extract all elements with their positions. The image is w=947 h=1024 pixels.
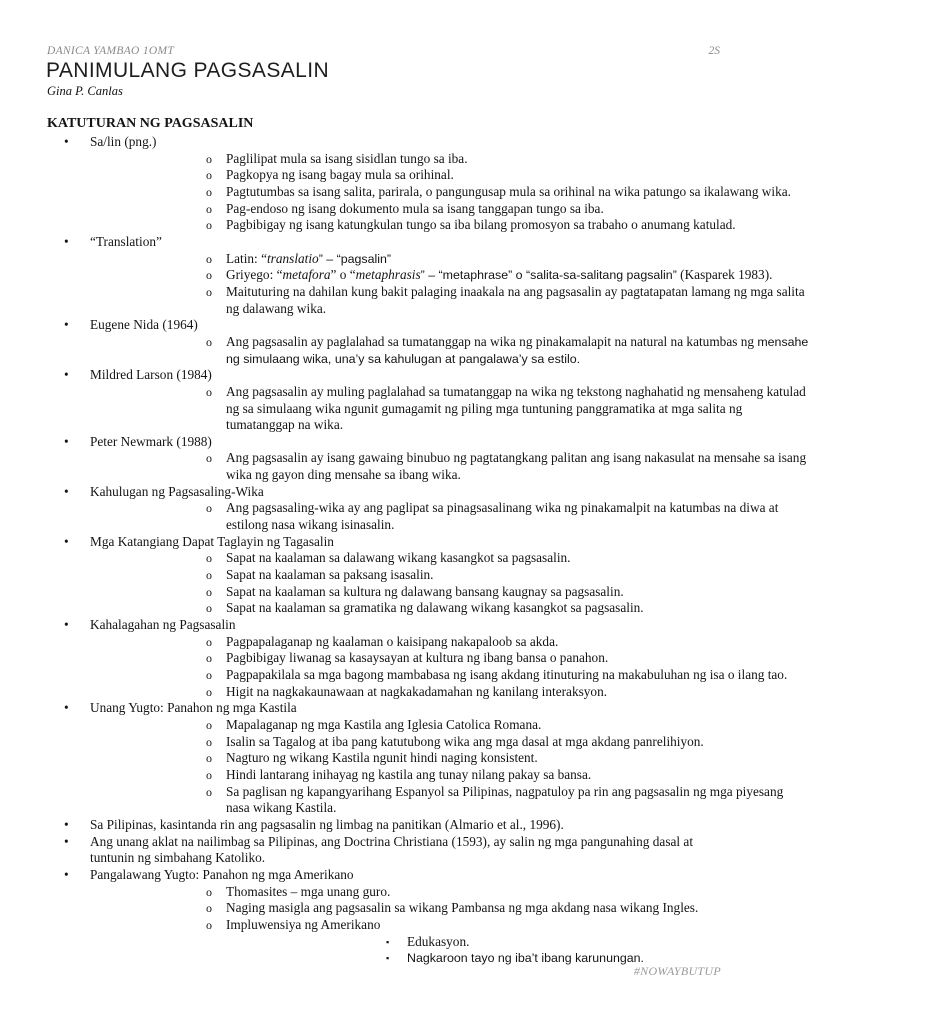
- bullet-marker: •: [64, 483, 69, 499]
- bullet-marker: •: [64, 617, 69, 633]
- sub-item: [90, 384, 810, 434]
- text-segment: ” – “metaphrase” o “salita-sa-salitang pagsalin”: [420, 268, 677, 283]
- sub-item: [90, 167, 810, 184]
- item-text: Unang Yugto: Panahon ng mga Kastila: [90, 700, 297, 716]
- sub-marker: o: [206, 451, 212, 466]
- list-item-pangalawang-yugto: [0, 867, 720, 967]
- sub-item: [90, 784, 810, 817]
- header-author-class: DANICA YAMBAO 1OMT: [47, 45, 175, 57]
- sub-item: [90, 184, 810, 201]
- sub-item: [90, 684, 810, 701]
- bullet-marker: •: [64, 317, 69, 333]
- subsub-item: [226, 934, 947, 951]
- italic-term: translatio: [266, 250, 319, 266]
- footer-hashtag: #NOWAYBUTUP: [633, 964, 721, 978]
- bullet-marker: •: [64, 433, 69, 449]
- item-text: Sa Pilipinas, kasintanda rin ang pagsasalin ng limbag na panitikan (Almario et al., 1996).: [90, 816, 564, 832]
- bullet-marker: •: [64, 233, 69, 249]
- sub-item: [90, 767, 810, 784]
- square-marker: ▪: [386, 953, 390, 964]
- sub-item: [90, 900, 810, 917]
- list-item-kahulugan: [0, 483, 779, 534]
- sub-item-text: Sapat na kaalaman sa gramatika ng dalawang wikang kasangkot sa pagsasalin.: [226, 600, 644, 616]
- sub-item: [90, 917, 810, 967]
- sub-marker: o: [206, 668, 212, 682]
- sub-item-text: Impluwensiya ng Amerikano: [226, 916, 381, 932]
- sub-marker: o: [206, 501, 212, 516]
- sub-marker: o: [206, 584, 212, 599]
- text-segment: ” o “: [330, 267, 356, 283]
- sub-item: [90, 567, 810, 584]
- sub-item: [90, 151, 810, 168]
- sub-item-text: Nagturo ng wikang Kastila ngunit hindi naging konsistent.: [226, 750, 538, 766]
- sub-item-text: Isalin sa Tagalog at iba pang katutubong wika ang mga dasal at mga akdang panrelihiyon.: [226, 733, 704, 749]
- sub-marker: o: [206, 684, 212, 699]
- sub-item-text: Pagbibigay liwanag sa kasaysayan at kultura ng ibang bansa o panahon.: [226, 650, 609, 666]
- sub-list: [90, 333, 809, 367]
- sub-item-text: Pagtutumbas sa isang salita, parirala, o pangungusap mula sa orihinal na wika patungo sa ikalawang wika.: [226, 183, 791, 199]
- item-text: Ang unang aklat na nailimbag sa Pilipinas, ang Doctrina Christiana (1593), ay salin ng mga pangunahing dasal at tuntunin ng simbahang Katoliko.: [90, 833, 694, 866]
- sub-item: [90, 251, 810, 268]
- list-item-larson: [0, 367, 806, 434]
- sub-marker: o: [206, 568, 212, 583]
- subsub-item-text: Nagkaroon tayo ng iba’t ibang karunungan.: [407, 951, 644, 966]
- item-text: Kahulugan ng Pagsasaling-Wika: [90, 483, 264, 499]
- sub-item-text: Sa paglisan ng kapangyarihang Espanyol sa Pilipinas, nagpatuloy pa rin ang pagsasalin ng mga piyesang nasa wikang Kastila.: [226, 783, 784, 816]
- document-author: Gina P. Canlas: [47, 84, 123, 98]
- sub-item-text: Ang pagsasaling-wika ay ang paglipat sa pinagsasalinang wika ng pinakamalpit na katumbas na diwa at estilong nasa wikang isinasalin.: [226, 500, 779, 533]
- sub-marker: o: [206, 651, 212, 666]
- sub-item: [90, 884, 810, 901]
- sub-marker: o: [206, 551, 212, 566]
- list-item-doctrina: [0, 834, 720, 867]
- sub-item-text: Ang pagsasalin ay muling paglalahad sa tumatanggap na wika ng tekstong naghahatid ng mensaheng katulad ng sa simulaang wika ngunit gumagamit ng piling mga tuntuning panggramatika at mga salita ng tumatanggap na wika.: [226, 383, 806, 433]
- sub-marker: o: [206, 251, 212, 266]
- sub-item: [90, 584, 810, 601]
- sub-marker: o: [206, 334, 212, 349]
- sub-list: [90, 250, 805, 318]
- sub-item-text: Sapat na kaalaman sa kultura ng dalawang bansang kaugnay sa pagsasalin.: [226, 583, 624, 599]
- sub-marker: o: [206, 634, 212, 649]
- sub-item-text: Naging masigla ang pagsasalin sa wikang Pambansa ng mga akdang nasa wikang Ingles.: [226, 900, 699, 916]
- sub-marker: o: [206, 601, 212, 616]
- list-item-katangian: [0, 534, 720, 617]
- item-text: Kahalagahan ng Pagsasalin: [90, 617, 236, 633]
- sub-item: [90, 750, 810, 767]
- sub-list: [90, 716, 784, 817]
- sub-item: [90, 500, 810, 533]
- sub-list: [90, 550, 720, 617]
- sub-item: [90, 667, 810, 684]
- sub-marker: o: [206, 201, 212, 216]
- sub-marker: o: [206, 884, 212, 899]
- sub-item-text: Ang pagsasalin ay isang gawaing binubuo ng pagtatangkang palitan ang isang nakasulat na mensahe sa isang wika ng gayon ding mensahe sa ibang wika.: [226, 450, 807, 483]
- sub-marker: o: [206, 717, 212, 732]
- item-text: Eugene Nida (1964): [90, 317, 198, 333]
- sub-item-text: Pagpapakilala sa mga bagong mambabasa ng isang akdang itinuturing na makabuluhan ng isa o ilang tao.: [226, 667, 788, 682]
- sub-marker: o: [206, 734, 212, 749]
- sub-item: [90, 267, 810, 284]
- sub-item-text: Pagpapalaganap ng kaalaman o kaisipang nakapaloob sa akda.: [226, 633, 559, 649]
- sub-item-text: Pagbibigay ng isang katungkulan tungo sa iba bilang promosyon sa trabaho o anumang katulad.: [226, 217, 736, 233]
- sub-item: [90, 734, 810, 751]
- subsub-list: [226, 934, 810, 967]
- document-body: [0, 134, 809, 967]
- list-item-translation: [0, 233, 805, 317]
- sub-marker: o: [206, 184, 212, 199]
- item-text: Pangalawang Yugto: Panahon ng mga Amerikano: [90, 866, 354, 882]
- sub-marker: o: [206, 767, 212, 782]
- document-title: PANIMULANG PAGSASALIN: [46, 59, 330, 82]
- italic-term: metaphrasis: [355, 267, 421, 283]
- sub-item-text: Paglilipat mula sa isang sisidlan tungo sa iba.: [226, 150, 468, 166]
- section-heading: KATUTURAN NG PAGSASALIN: [47, 116, 254, 131]
- sub-item-text: Pag-endoso ng isang dokumento mula sa isang tanggapan tungo sa iba.: [226, 200, 604, 216]
- sub-item: [90, 334, 810, 367]
- text-segment: Ang pagsasalin ay paglalahad sa tumatanggap na wika ng pinakamalapit na natural na katumbas ng: [226, 333, 758, 349]
- text-segment: Griyego: “: [226, 267, 283, 283]
- sub-item: [90, 600, 810, 617]
- bullet-marker: •: [64, 367, 69, 383]
- sub-item-text: Pagkopya ng isang bagay mula sa orihinal.: [226, 167, 454, 183]
- text-segment: mensahe ng simulaang wika, una’y sa kahulugan at pangalawa’y sa estilo.: [226, 334, 809, 366]
- bullet-marker: •: [64, 866, 69, 882]
- item-text: “Translation”: [90, 233, 162, 249]
- sub-marker: o: [206, 917, 212, 932]
- bullet-marker: •: [64, 134, 69, 149]
- sub-marker: o: [206, 901, 212, 916]
- main-list: [0, 134, 809, 967]
- text-segment: (Kasparek 1983).: [676, 267, 773, 283]
- sub-item-text: Hindi lantarang inihayag ng kastila ang tunay nilang pakay sa bansa.: [226, 766, 592, 782]
- sub-marker: o: [206, 784, 212, 799]
- sub-list: [90, 633, 788, 701]
- sub-item: [90, 217, 810, 234]
- sub-list: [90, 383, 806, 434]
- sub-item-text: Mapalaganap ng mga Kastila ang Iglesia Catolica Romana.: [226, 716, 542, 732]
- sub-item: [90, 650, 810, 667]
- sub-marker: o: [206, 151, 212, 166]
- sub-list: [90, 150, 791, 234]
- sub-marker: o: [206, 284, 212, 299]
- sub-marker: o: [206, 218, 212, 233]
- sub-item: [90, 717, 810, 734]
- italic-term: metafora: [282, 267, 331, 283]
- sub-item: [90, 201, 810, 218]
- sub-marker: o: [206, 268, 212, 283]
- header-section-code: 2S: [708, 45, 720, 57]
- item-text: Mildred Larson (1984): [90, 367, 212, 383]
- sub-marker: o: [206, 384, 212, 399]
- item-text: Sa/lin (png.): [90, 134, 157, 149]
- sub-list: [90, 500, 779, 533]
- bullet-marker: •: [64, 700, 69, 716]
- sub-item: [90, 550, 810, 567]
- text-segment: ” – “pagsalin”: [318, 251, 392, 266]
- bullet-marker: •: [64, 833, 69, 849]
- bullet-marker: •: [64, 816, 69, 832]
- item-text: Mga Katangiang Dapat Taglayin ng Tagasalin: [90, 533, 334, 549]
- sub-marker: o: [206, 751, 212, 766]
- sub-item-text: Maituturing na dahilan kung bakit palaging inaakala na ang pagsasalin ay pagtatapatan lamang ng mga salita ng dalawang wika.: [226, 283, 805, 316]
- list-item-kahalagahan: [0, 617, 788, 700]
- subsub-item-text: Edukasyon.: [407, 933, 470, 949]
- square-marker: ▪: [386, 936, 390, 947]
- item-text: Peter Newmark (1988): [90, 433, 212, 449]
- sub-marker: o: [206, 168, 212, 183]
- sub-item-text: Sapat na kaalaman sa paksang isasalin.: [226, 567, 434, 583]
- sub-item: [90, 450, 810, 483]
- subsub-item: [226, 950, 947, 967]
- sub-item-text: Sapat na kaalaman sa dalawang wikang kasangkot sa pagsasalin.: [226, 550, 571, 566]
- bullet-marker: •: [64, 533, 69, 549]
- list-item-unang-yugto: [0, 700, 784, 817]
- sub-list: [90, 450, 807, 483]
- list-item-salin: [0, 134, 791, 234]
- text-segment: Latin: “: [226, 250, 267, 266]
- sub-item-text: Higit na nagkakaunawaan at nagkakadamahan ng kanilang interaksyon.: [226, 683, 608, 699]
- list-item-nida: [0, 317, 809, 367]
- sub-list: [90, 884, 720, 967]
- list-item-newmark: [0, 433, 807, 484]
- sub-item: [90, 284, 810, 317]
- sub-item-text: Thomasites – mga unang guro.: [226, 883, 391, 899]
- sub-item: [90, 634, 810, 651]
- list-item-pilipinas: [0, 817, 720, 834]
